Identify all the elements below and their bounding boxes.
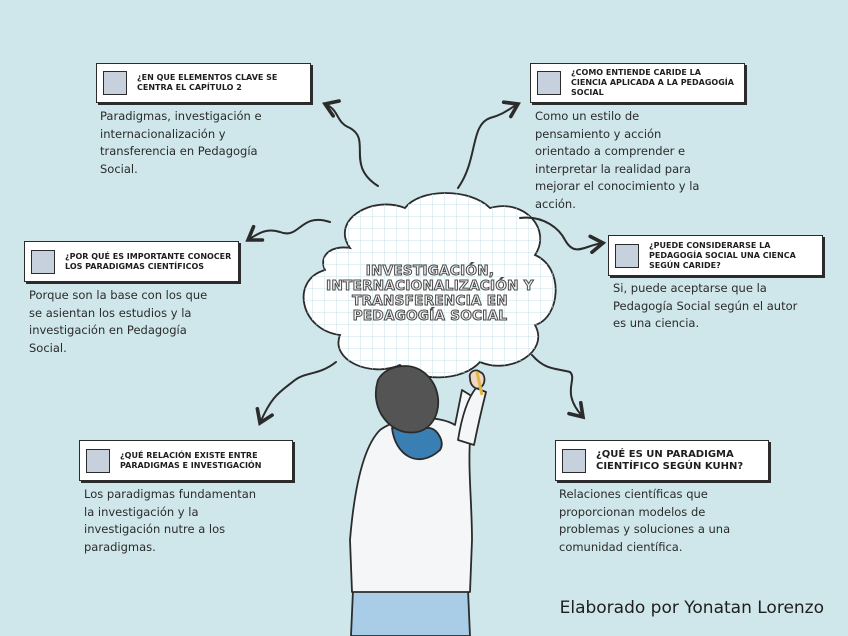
arrow-left — [248, 220, 330, 240]
card-answer-text: Paradigmas, investigación e internacionalización y transferencia en Pedagogía Social. — [100, 109, 262, 176]
card-answer-text: Relaciones científicas que proporcionan modelos de problemas y soluciones a una comunidad científica. — [559, 487, 731, 554]
arrow-bottom-right — [532, 355, 583, 417]
jeans — [351, 590, 470, 636]
card-question-text: ¿EN QUE ELEMENTOS CLAVE SE CENTRA EL CAPÍTULO 2 — [137, 73, 278, 92]
card-question-text: ¿COMO ENTIENDE CARIDE LA CIENCIA APLICADA A LA PEDAGOGÍA SOCIAL — [571, 68, 734, 97]
card-question-relacion — [79, 440, 293, 481]
card-question-capitulo — [96, 63, 311, 103]
card-square-icon — [615, 244, 639, 268]
arrow-top-right — [458, 104, 518, 188]
card-answer-text: Porque son la base con los que se asientan los estudios y la investigación en Pedagogía Social. — [29, 288, 208, 355]
card-question-caride-ciencia — [530, 63, 745, 103]
card-question-kuhn — [555, 440, 769, 481]
card-question-text: ¿QUÉ ES UN PARADIGMA CIENTÍFICO SEGÚN KUHN? — [596, 448, 744, 472]
central-title: INVESTIGACIÓN, INTERNACIONALIZACIÓN Y TRANSFERENCIA EN PEDAGOGÍA SOCIAL — [326, 263, 534, 324]
author-credit: Elaborado por Yonatan Lorenzo — [559, 598, 824, 618]
arrow-bottom-left — [260, 362, 336, 423]
person-illustration — [350, 366, 486, 636]
card-answer-text: Si, puede aceptarse que la Pedagogía Social según el autor es una ciencia. — [613, 281, 798, 330]
card-question-text: ¿QUÉ RELACIÓN EXISTE ENTRE PARADIGMAS E INVESTIGACIÓN — [120, 450, 262, 470]
card-square-icon — [86, 449, 110, 473]
card-answer-text: Como un estilo de pensamiento y acción orientado a comprender e interpretar la realidad para mejorar el conocimiento y la acción. — [535, 109, 700, 211]
arrow-top-left — [325, 104, 378, 186]
card-question-text: ¿POR QUÉ ES IMPORTANTE CONOCER LOS PARADIGMAS CIENTÍFICOS — [65, 251, 232, 271]
card-square-icon — [31, 250, 55, 274]
card-square-icon — [562, 449, 586, 473]
card-square-icon — [103, 71, 127, 95]
card-question-ciencia — [608, 235, 823, 276]
card-square-icon — [537, 71, 561, 95]
card-question-text: ¿PUEDE CONSIDERARSE LA PEDAGOGÍA SOCIAL UNA CIENCA SEGÚN CARIDE? — [649, 240, 796, 270]
card-question-paradigmas — [24, 241, 239, 282]
card-answer-text: Los paradigmas fundamentan la investigación y la investigación nutre a los paradigmas. — [84, 487, 257, 554]
head — [376, 366, 438, 432]
